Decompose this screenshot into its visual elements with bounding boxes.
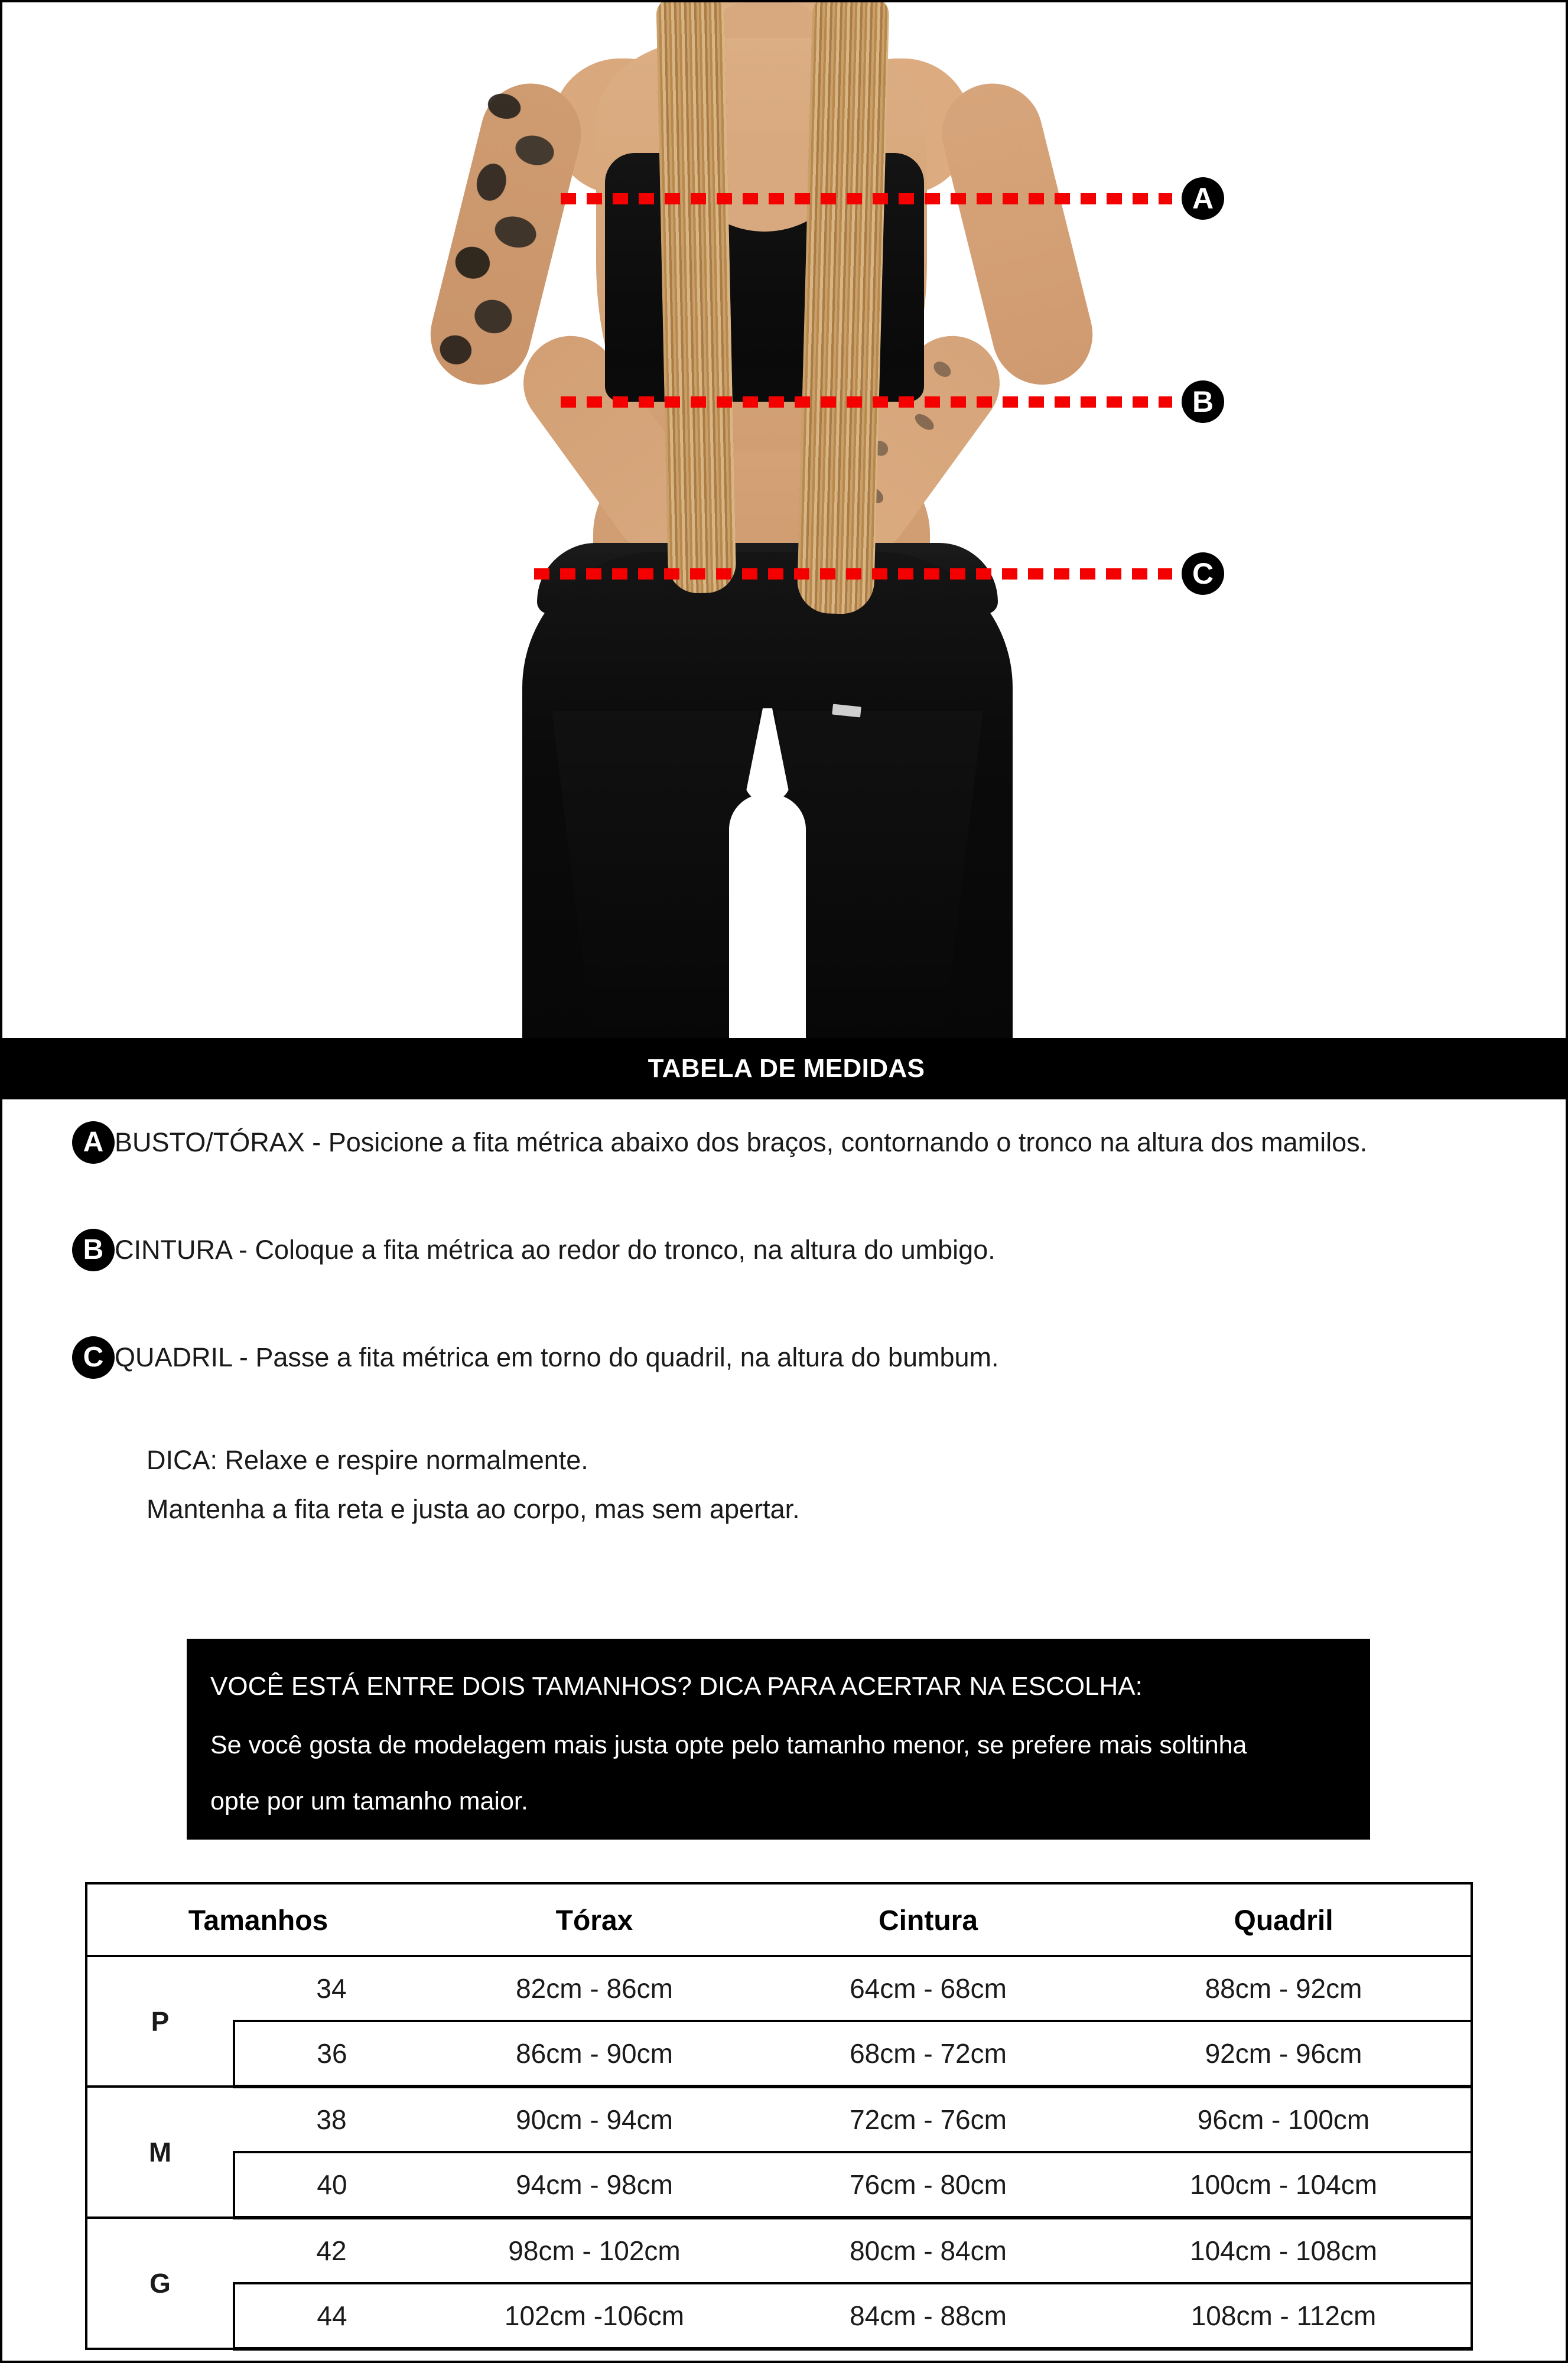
legend-text-bust: BUSTO/TÓRAX - Posicione a fita métrica abaixo dos braços, contornando o tronco na altura dos mamilos. — [115, 1127, 1368, 1157]
legend-item-hip — [72, 1342, 999, 1373]
table-row — [86, 1956, 1472, 2021]
header-tamanhos: Tamanhos — [86, 1883, 429, 1956]
tip-relax: DICA: Relaxe e respire normalmente. — [147, 1445, 588, 1475]
cell-quadril: 88cm - 92cm — [1097, 1956, 1472, 2021]
cell-cintura: 64cm - 68cm — [760, 1956, 1097, 2021]
table-row — [86, 2021, 1472, 2087]
size-group-p: P — [86, 1956, 234, 2087]
cell-size-number: 34 — [234, 1956, 429, 2021]
table-body — [86, 1956, 1472, 2349]
cell-torax: 94cm - 98cm — [429, 2152, 760, 2218]
leggings-leg-gap — [729, 794, 806, 1038]
model-photo — [2, 2, 1568, 1038]
model-hair-left — [656, 2, 736, 594]
legend-badge-b: B — [72, 1229, 115, 1271]
model-hair-right — [796, 2, 889, 615]
legend-text-waist: CINTURA - Coloque a fita métrica ao redor do tronco, na altura do umbigo. — [115, 1235, 996, 1265]
cell-torax: 90cm - 94cm — [429, 2087, 760, 2152]
legend-item-bust — [72, 1127, 1367, 1158]
cell-size-number: 42 — [234, 2218, 429, 2283]
marker-badge-c: C — [1182, 552, 1224, 595]
cell-cintura: 68cm - 72cm — [760, 2021, 1097, 2087]
cell-torax: 98cm - 102cm — [429, 2218, 760, 2283]
measure-line-hip — [534, 568, 1172, 580]
cell-quadril: 108cm - 112cm — [1097, 2283, 1472, 2349]
cell-quadril: 96cm - 100cm — [1097, 2087, 1472, 2152]
table-row — [86, 2152, 1472, 2218]
legend-badge-a: A — [72, 1121, 115, 1164]
cell-cintura: 76cm - 80cm — [760, 2152, 1097, 2218]
callout-body-line-2: opte por um tamanho maior. — [210, 1787, 528, 1816]
size-group-g: G — [86, 2218, 234, 2349]
cell-cintura: 80cm - 84cm — [760, 2218, 1097, 2283]
table-header-row — [86, 1883, 1472, 1956]
between-sizes-callout — [187, 1639, 1370, 1840]
banner-title: TABELA DE MEDIDAS — [648, 1054, 925, 1083]
marker-badge-b: B — [1182, 380, 1224, 423]
table-banner — [2, 1038, 1568, 1099]
model-figure — [2, 2, 1568, 1038]
callout-body-line-1: Se você gosta de modelagem mais justa opte pelo tamanho menor, se prefere mais soltinha — [210, 1731, 1247, 1760]
cell-quadril: 100cm - 104cm — [1097, 2152, 1472, 2218]
cell-quadril: 92cm - 96cm — [1097, 2021, 1472, 2087]
header-torax: Tórax — [429, 1883, 760, 1956]
header-quadril: Quadril — [1097, 1883, 1472, 1956]
cell-torax: 86cm - 90cm — [429, 2021, 760, 2087]
tip-tape: Mantenha a fita reta e justa ao corpo, mas sem apertar. — [147, 1494, 800, 1524]
legend-item-waist — [72, 1235, 996, 1265]
size-table-wrapper — [85, 1882, 1471, 2351]
callout-title: VOCÊ ESTÁ ENTRE DOIS TAMANHOS? DICA PARA ACERTAR NA ESCOLHA: — [210, 1672, 1143, 1701]
cell-cintura: 72cm - 76cm — [760, 2087, 1097, 2152]
legend-badge-c: C — [72, 1336, 115, 1379]
legend-text-hip: QUADRIL - Passe a fita métrica em torno do quadril, na altura do bumbum. — [115, 1342, 999, 1372]
table-row — [86, 2087, 1472, 2152]
cell-size-number: 36 — [234, 2021, 429, 2087]
cell-size-number: 40 — [234, 2152, 429, 2218]
header-cintura: Cintura — [760, 1883, 1097, 1956]
cell-quadril: 104cm - 108cm — [1097, 2218, 1472, 2283]
size-table — [85, 1882, 1473, 2351]
cell-torax: 82cm - 86cm — [429, 1956, 760, 2021]
cell-size-number: 38 — [234, 2087, 429, 2152]
cell-size-number: 44 — [234, 2283, 429, 2349]
table-row — [86, 2218, 1472, 2283]
measure-line-waist — [561, 396, 1172, 408]
cell-cintura: 84cm - 88cm — [760, 2283, 1097, 2349]
marker-badge-a: A — [1182, 177, 1224, 220]
table-row — [86, 2283, 1472, 2349]
measure-line-bust — [561, 193, 1172, 204]
cell-torax: 102cm -106cm — [429, 2283, 760, 2349]
size-group-m: M — [86, 2087, 234, 2218]
